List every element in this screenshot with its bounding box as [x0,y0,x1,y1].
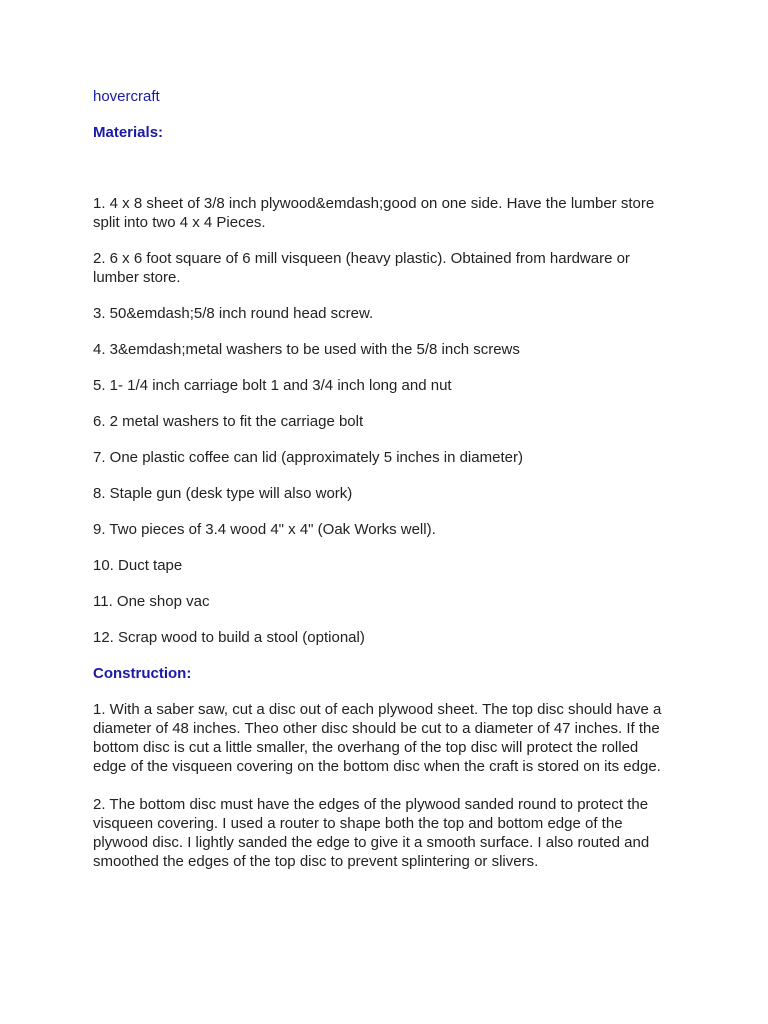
construction-step: 2. The bottom disc must have the edges of the plywood sanded round to protect the visqueen covering. I used a router to shape both the top and bottom edge of the plywood disc. I lightly sanded the edge to give it a smooth surface. I also routed and smoothed the edges of the top disc to prevent splintering or slivers. [93,796,650,870]
list-item: 8. Staple gun (desk type will also work) [93,485,353,502]
list-item: 12. Scrap wood to build a stool (optional) [93,629,365,646]
document-title: hovercraft [93,88,160,105]
list-item: 11. One shop vac [93,593,210,610]
list-item: 3. 50&emdash;5/8 inch round head screw. [93,305,374,322]
document-page [93,88,663,890]
materials-heading: Materials: [93,124,164,141]
list-item: 2. 6 x 6 foot square of 6 mill visqueen (heavy plastic). Obtained from hardware or lumber store. [93,250,630,286]
construction-steps [93,700,663,871]
list-item: 7. One plastic coffee can lid (approximately 5 inches in diameter) [93,449,523,466]
list-item: 6. 2 metal washers to fit the carriage bolt [93,413,364,430]
construction-step: 1. With a saber saw, cut a disc out of each plywood sheet. The top disc should have a diameter of 48 inches. Theo other disc should be cut to a diameter of 47 inches. If the bottom disc is cut a little smaller, the overhang of the top disc will protect the rolled edge of the visqueen covering on the bottom disc when the craft is stored on its edge. [93,701,662,775]
construction-heading: Construction: [93,665,192,682]
list-item: 1. 4 x 8 sheet of 3/8 inch plywood&emdash;good on one side. Have the lumber store split into two 4 x 4 Pieces. [93,195,655,231]
list-item: 4. 3&emdash;metal washers to be used with the 5/8 inch screws [93,341,520,358]
list-item: 9. Two pieces of 3.4 wood 4" x 4" (Oak Works well). [93,521,436,538]
list-item: 5. 1- 1/4 inch carriage bolt 1 and 3/4 inch long and nut [93,377,452,394]
materials-list [93,194,663,647]
list-item: 10. Duct tape [93,557,183,574]
